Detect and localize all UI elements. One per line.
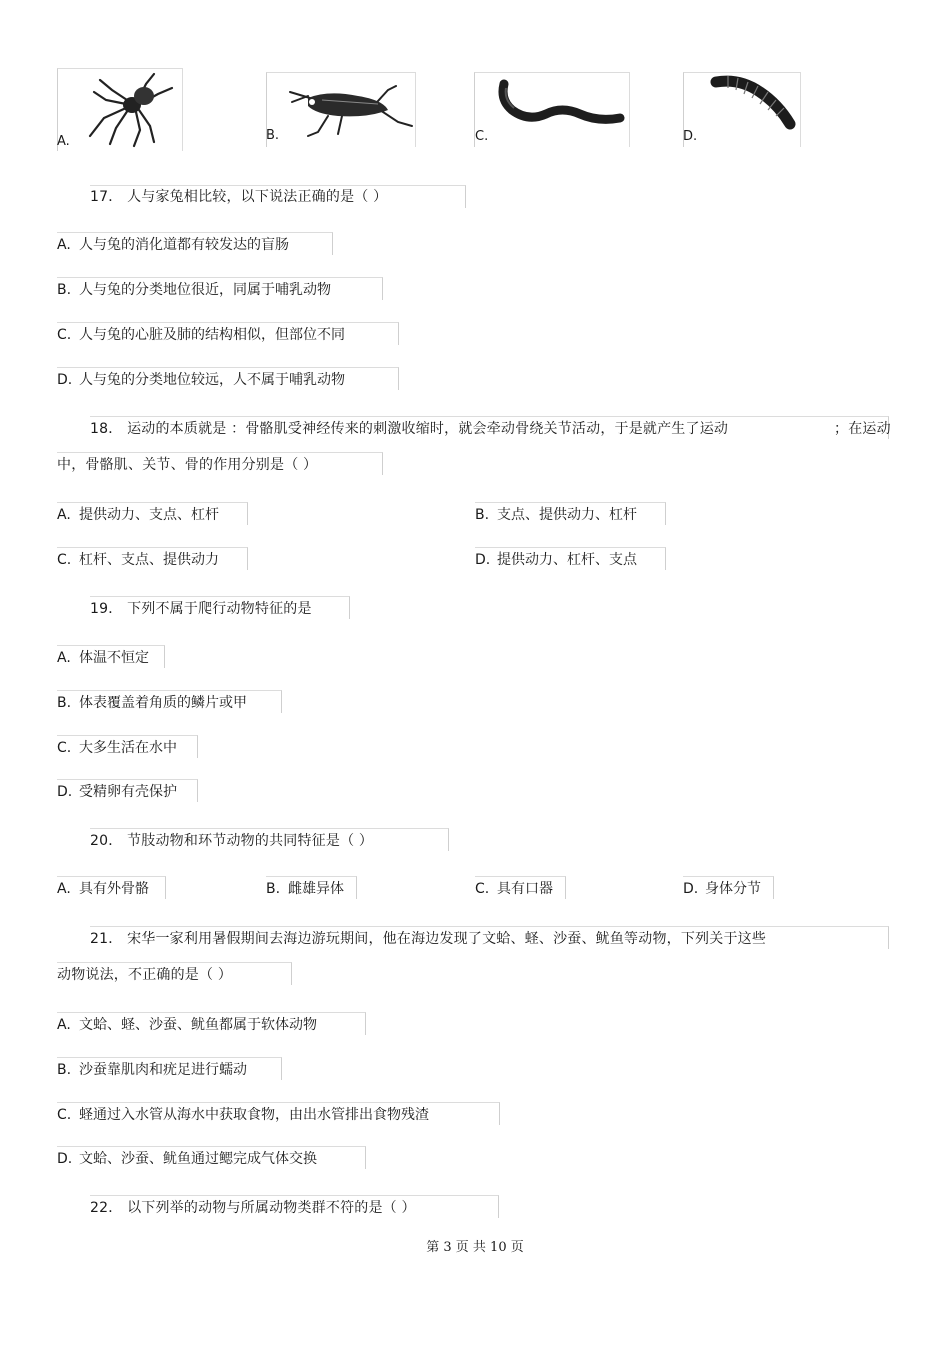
option-text: 受精卵有壳保护: [79, 784, 177, 800]
question-19-option-c[interactable]: [57, 737, 177, 757]
question-18-stem-line1: 18． 运动的本质就是 ：骨骼肌受神经传来的刺激收缩时，就会牵动骨绕关节活动，于是就产生了运动: [90, 421, 729, 437]
option-letter: B.: [475, 507, 490, 523]
question-22-stem: 22． 以下列举的动物与所属动物类群不符的是（ ）: [90, 1200, 416, 1216]
option-letter: D.: [475, 552, 491, 568]
option-text: 具有口器: [497, 881, 553, 897]
option-letter: C.: [475, 881, 490, 897]
question-20-option-c[interactable]: [475, 878, 553, 898]
image-label-d: D.: [683, 129, 698, 144]
option-letter: B.: [57, 282, 72, 298]
caterpillar-icon: [710, 74, 800, 134]
option-text: 文蛤、沙蚕、鱿鱼通过鳃完成气体交换: [79, 1151, 317, 1167]
question-21-stem-line2: 动物说法，不正确的是（ ）: [57, 967, 233, 983]
option-text: 支点、提供动力、杠杆: [497, 507, 637, 523]
question-18-stem-tail: ；在运动: [834, 421, 891, 437]
option-text: 身体分节: [705, 881, 761, 897]
question-19-option-b[interactable]: [57, 692, 247, 712]
option-text: 提供动力、杠杆、支点: [497, 552, 637, 568]
option-letter: A.: [57, 1017, 71, 1033]
option-text: 大多生活在水中: [79, 740, 177, 756]
image-label-b: B.: [266, 128, 280, 143]
option-letter: B.: [57, 695, 72, 711]
grasshopper-icon: [288, 82, 414, 138]
option-text: 人与兔的消化道都有较发达的盲肠: [79, 237, 289, 253]
option-text: 杠杆、支点、提供动力: [79, 552, 219, 568]
option-text: 体表覆盖着角质的鳞片或甲: [79, 695, 247, 711]
option-letter: A.: [57, 507, 71, 523]
question-19-stem: 19． 下列不属于爬行动物特征的是: [90, 601, 312, 617]
question-20-option-d[interactable]: [683, 878, 761, 898]
question-19-option-a[interactable]: [57, 647, 149, 667]
question-19-option-d[interactable]: [57, 781, 177, 801]
question-18-option-d[interactable]: [475, 549, 637, 569]
question-20-option-a[interactable]: [57, 878, 149, 898]
question-17-option-c[interactable]: [57, 324, 345, 344]
option-text: 人与兔的分类地位较远，人不属于哺乳动物: [79, 372, 345, 388]
option-letter: D.: [57, 784, 73, 800]
option-text: 具有外骨骼: [79, 881, 149, 897]
option-letter: A.: [57, 650, 71, 666]
image-label-c: C.: [475, 129, 489, 144]
option-letter: D.: [57, 372, 73, 388]
option-letter: A.: [57, 881, 71, 897]
option-letter: D.: [57, 1151, 73, 1167]
question-21-option-d[interactable]: [57, 1148, 317, 1168]
question-21-stem-line1: 21． 宋华一家利用暑假期间去海边游玩期间，他在海边发现了文蛤、蛏、沙蚕、鱿鱼等动物，下列关于这些: [90, 931, 767, 947]
option-letter: C.: [57, 552, 72, 568]
question-18-option-a[interactable]: [57, 504, 219, 524]
option-text: 人与兔的心脏及肺的结构相似，但部位不同: [79, 327, 345, 343]
option-text: 提供动力、支点、杠杆: [79, 507, 219, 523]
question-21-option-c[interactable]: [57, 1104, 429, 1124]
question-18-option-c[interactable]: [57, 549, 219, 569]
option-letter: C.: [57, 1107, 72, 1123]
leech-icon: [498, 80, 626, 136]
question-17-stem: 17． 人与家兔相比较，以下说法正确的是（ ）: [90, 189, 388, 205]
option-text: 蛏通过入水管从海水中获取食物，由出水管排出食物残渣: [79, 1107, 429, 1123]
option-letter: A.: [57, 237, 71, 253]
question-17-option-a[interactable]: [57, 234, 289, 254]
question-21-option-b[interactable]: [57, 1059, 247, 1079]
question-20-option-b[interactable]: [266, 878, 344, 898]
option-letter: D.: [683, 881, 699, 897]
image-label-a: A.: [57, 134, 70, 149]
option-text: 雌雄异体: [288, 881, 344, 897]
option-text: 人与兔的分类地位很近，同属于哺乳动物: [79, 282, 331, 298]
option-letter: B.: [57, 1062, 72, 1078]
option-text: 沙蚕靠肌肉和疣足进行蠕动: [79, 1062, 247, 1078]
question-18-stem-line2: 中，骨骼肌、关节、骨的作用分别是（ ）: [57, 457, 318, 473]
spider-icon: [82, 70, 180, 148]
option-letter: B.: [266, 881, 281, 897]
page-footer: 第 3 页 共 10 页: [426, 1240, 524, 1255]
question-17-option-b[interactable]: [57, 279, 331, 299]
question-17-option-d[interactable]: [57, 369, 345, 389]
question-21-option-a[interactable]: [57, 1014, 317, 1034]
question-20-stem: 20． 节肢动物和环节动物的共同特征是（ ）: [90, 833, 374, 849]
option-text: 文蛤、蛏、沙蚕、鱿鱼都属于软体动物: [79, 1017, 317, 1033]
option-text: 体温不恒定: [79, 650, 149, 666]
option-letter: C.: [57, 327, 72, 343]
question-18-option-b[interactable]: [475, 504, 637, 524]
option-letter: C.: [57, 740, 72, 756]
